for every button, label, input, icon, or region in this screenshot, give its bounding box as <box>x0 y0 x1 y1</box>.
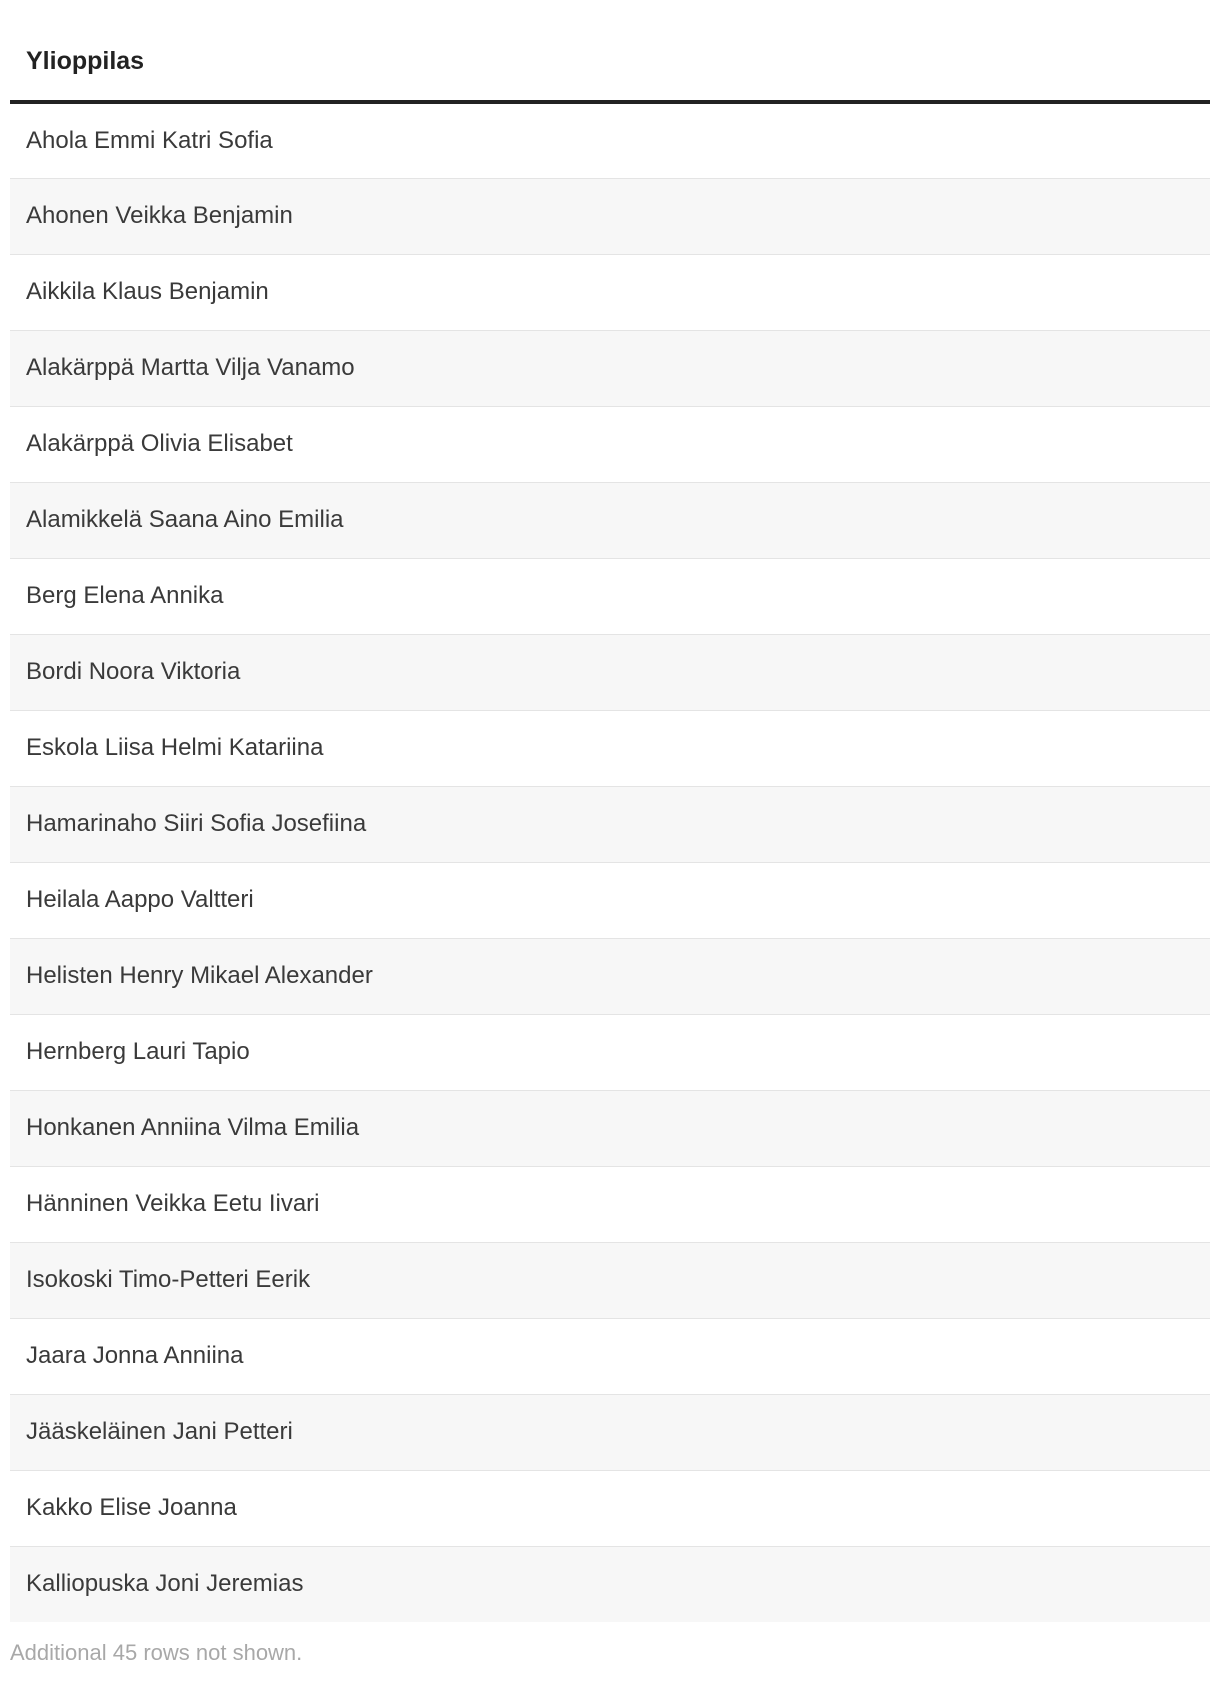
student-name-cell: Alakärppä Olivia Elisabet <box>10 406 1210 482</box>
table-body <box>10 102 1210 1622</box>
student-name-cell: Isokoski Timo-Petteri Eerik <box>10 1242 1210 1318</box>
student-name-cell: Hänninen Veikka Eetu Iivari <box>10 1166 1210 1242</box>
student-name-cell: Honkanen Anniina Vilma Emilia <box>10 1090 1210 1166</box>
table-row <box>10 330 1210 406</box>
table-row <box>10 1242 1210 1318</box>
student-name-cell: Bordi Noora Viktoria <box>10 634 1210 710</box>
table-row <box>10 1090 1210 1166</box>
student-name-cell: Jääskeläinen Jani Petteri <box>10 1394 1210 1470</box>
student-name-cell: Eskola Liisa Helmi Katariina <box>10 710 1210 786</box>
student-name-cell: Hamarinaho Siiri Sofia Josefiina <box>10 786 1210 862</box>
student-name-cell: Kalliopuska Joni Jeremias <box>10 1546 1210 1622</box>
table-row <box>10 1546 1210 1622</box>
table-row <box>10 406 1210 482</box>
student-name-cell: Jaara Jonna Anniina <box>10 1318 1210 1394</box>
column-header-ylioppilas[interactable]: Ylioppilas <box>10 0 1210 102</box>
table-row <box>10 1318 1210 1394</box>
table-row <box>10 938 1210 1014</box>
table-row <box>10 1014 1210 1090</box>
table-header <box>10 0 1210 102</box>
table-row <box>10 786 1210 862</box>
table-row <box>10 1470 1210 1546</box>
student-name-cell: Ahola Emmi Katri Sofia <box>10 102 1210 178</box>
header-row <box>10 0 1210 102</box>
student-name-cell: Ahonen Veikka Benjamin <box>10 178 1210 254</box>
table-row <box>10 862 1210 938</box>
student-name-cell: Hernberg Lauri Tapio <box>10 1014 1210 1090</box>
students-table-container <box>10 0 1210 1622</box>
student-name-cell: Alamikkelä Saana Aino Emilia <box>10 482 1210 558</box>
table-row <box>10 178 1210 254</box>
table-row <box>10 558 1210 634</box>
table-row <box>10 634 1210 710</box>
student-name-cell: Heilala Aappo Valtteri <box>10 862 1210 938</box>
table-row <box>10 710 1210 786</box>
table-row <box>10 102 1210 178</box>
student-name-cell: Berg Elena Annika <box>10 558 1210 634</box>
student-name-cell: Alakärppä Martta Vilja Vanamo <box>10 330 1210 406</box>
students-table <box>10 0 1210 1622</box>
rows-not-shown-note: Additional 45 rows not shown. <box>10 1640 303 1665</box>
student-name-cell: Kakko Elise Joanna <box>10 1470 1210 1546</box>
table-row <box>10 1394 1210 1470</box>
table-row <box>10 254 1210 330</box>
table-row <box>10 482 1210 558</box>
table-row <box>10 1166 1210 1242</box>
student-name-cell: Aikkila Klaus Benjamin <box>10 254 1210 330</box>
student-name-cell: Helisten Henry Mikael Alexander <box>10 938 1210 1014</box>
